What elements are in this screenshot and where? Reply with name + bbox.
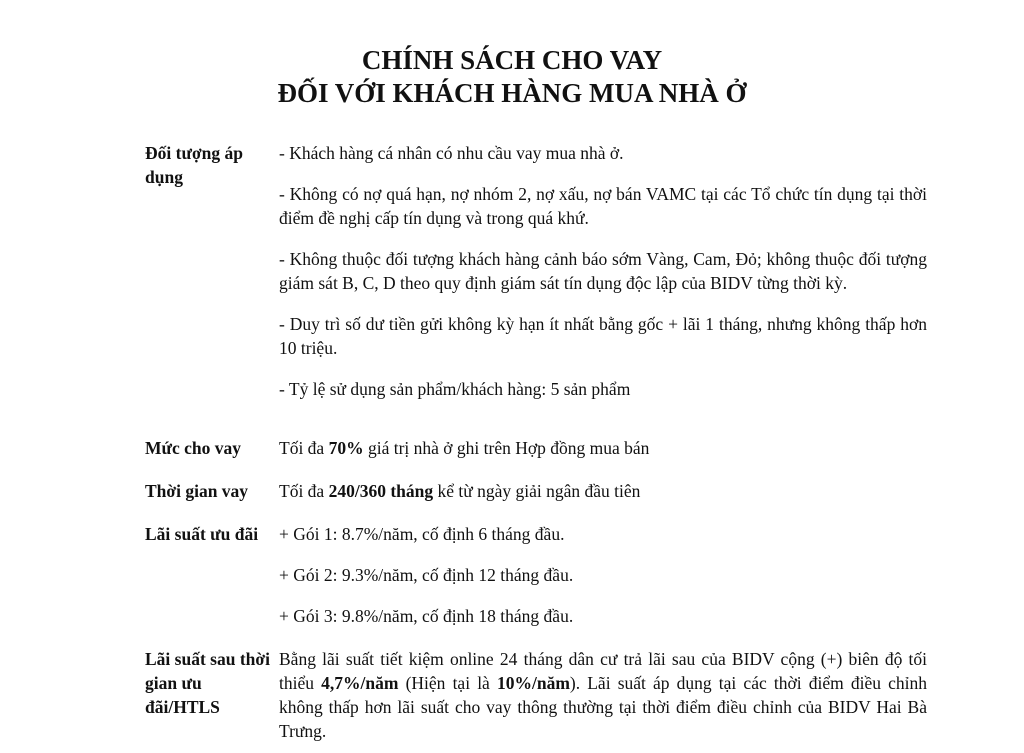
- lai-suat-sau-text: [279, 647, 927, 743]
- lai-suat-sau-current: 10%/năm: [496, 673, 570, 693]
- label-lai-suat-sau: Lãi suất sau thời gian ưu đãi/HTLS: [145, 649, 270, 717]
- lai-suat-sau-part-1: Bằng lãi suất tiết kiệm online 24 tháng dân cư trả lãi sau của BIDV cộng (+) biên độ tối thiểu: [279, 649, 927, 693]
- lai-suat-sau-part-2: (Hiện tại là: [398, 673, 497, 693]
- package-2: + Gói 2: 9.3%/năm, cố định 12 tháng đầu.: [279, 565, 574, 585]
- thoi-gian-vay-suffix: kể từ ngày giải ngân đầu tiên: [433, 481, 641, 501]
- content-thoi-gian-vay: [279, 479, 927, 503]
- muc-cho-vay-suffix: giá trị nhà ở ghi trên Hợp đồng mua bán: [363, 438, 650, 458]
- lai-suat-sau-part-3: ). Lãi suất áp dụng tại các thời điểm điều chỉnh không thấp hơn lãi suất cho vay thông thường tại thời điểm điều chỉnh của BIDV Hai Bà Trưng.: [279, 673, 928, 741]
- condition-item-4: - Duy trì số dư tiền gửi không kỳ hạn ít nhất bằng gốc + lãi 1 tháng, nhưng không thấp hơn 10 triệu.: [279, 314, 927, 358]
- title-line-2: ĐỐI VỚI KHÁCH HÀNG MUA NHÀ Ở: [277, 78, 747, 108]
- content-muc-cho-vay: [279, 436, 927, 460]
- thoi-gian-vay-value: 240/360 tháng: [328, 481, 434, 501]
- content-doi-tuong: [279, 141, 927, 401]
- package-1: + Gói 1: 8.7%/năm, cố định 6 tháng đầu.: [279, 524, 565, 544]
- content-lai-suat-uu-dai: [279, 522, 927, 628]
- condition-item-3: - Không thuộc đối tượng khách hàng cảnh báo sớm Vàng, Cam, Đỏ; không thuộc đối tượng giám sát B, C, D theo quy định giám sát tín dụng độc lập của BIDV từng thời kỳ.: [279, 249, 927, 293]
- condition-item-1: - Khách hàng cá nhân có nhu cầu vay mua nhà ở.: [279, 143, 624, 163]
- muc-cho-vay-value: 70%: [328, 438, 364, 458]
- lai-suat-sau-margin: 4,7%/năm: [321, 673, 399, 693]
- label-thoi-gian-vay: Thời gian vay: [145, 481, 249, 501]
- thoi-gian-vay-prefix: Tối đa: [279, 481, 329, 501]
- document-title: [0, 44, 1024, 110]
- condition-item-2: - Không có nợ quá hạn, nợ nhóm 2, nợ xấu, nợ bán VAMC tại các Tổ chức tín dụng tại thời điểm đề nghị cấp tín dụng và trong quá khứ.: [279, 184, 927, 228]
- condition-item-5: - Tỷ lệ sử dụng sản phẩm/khách hàng: 5 sản phẩm: [279, 379, 631, 399]
- content-lai-suat-sau: [279, 647, 927, 743]
- muc-cho-vay-prefix: Tối đa: [279, 438, 329, 458]
- label-lai-suat-uu-dai: Lãi suất ưu đãi: [145, 524, 259, 544]
- title-line-1: CHÍNH SÁCH CHO VAY: [361, 45, 663, 75]
- package-3: + Gói 3: 9.8%/năm, cố định 18 tháng đầu.: [279, 606, 574, 626]
- label-doi-tuong: Đối tượng áp dụng: [145, 143, 243, 187]
- label-muc-cho-vay: Mức cho vay: [145, 438, 242, 458]
